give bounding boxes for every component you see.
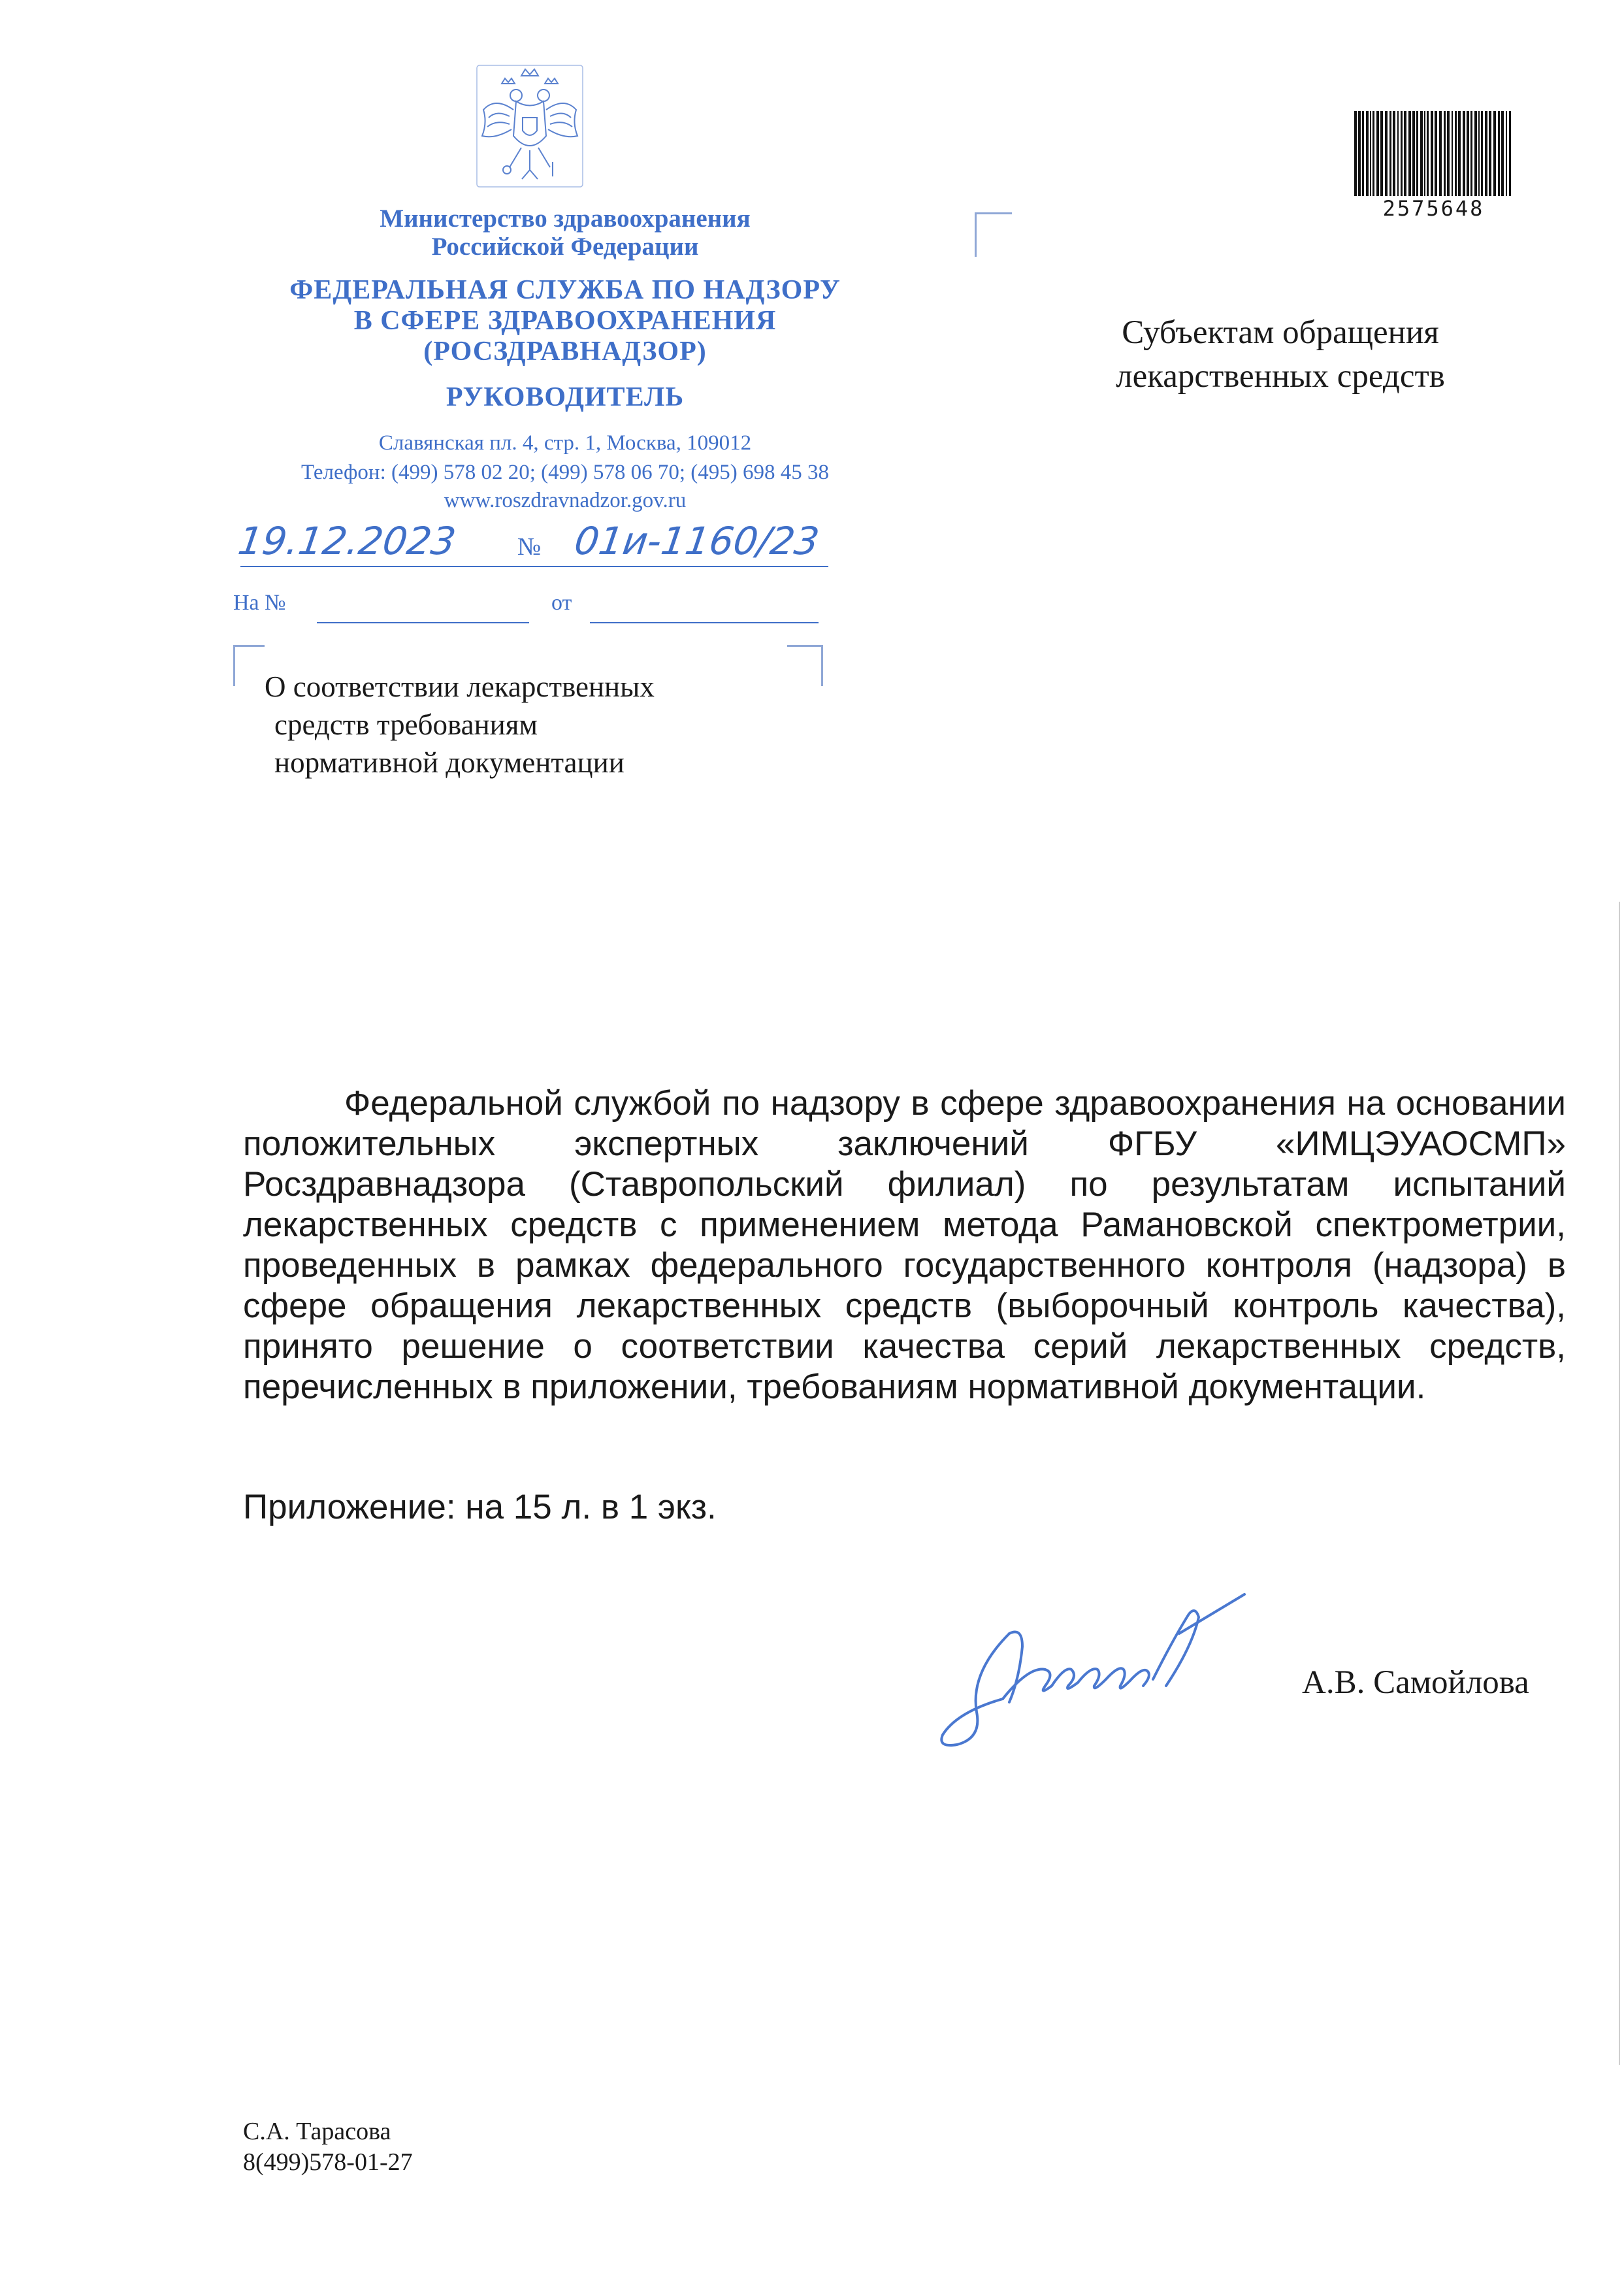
registration-date: 19.12.2023 [235,519,459,563]
barcode-bar [1385,111,1388,196]
barcode-bar [1435,111,1437,196]
attachment-note: Приложение: на 15 л. в 1 экз. [243,1488,717,1526]
executor-phone: 8(499)578-01-27 [243,2148,413,2176]
barcode-bar [1501,111,1504,196]
head-title: РУКОВОДИТЕЛЬ [446,382,685,412]
registration-number-label: № [517,533,542,561]
barcode-bar [1420,111,1423,196]
barcode-number: 2575648 [1382,196,1485,221]
barcode-bar [1506,111,1507,196]
barcode-bar [1412,111,1415,196]
barcode-bar [1447,111,1450,196]
barcode-bar [1404,111,1406,196]
barcode-bar [1467,111,1469,196]
addressee-corner-mark [975,212,1012,257]
barcode-bar [1444,111,1446,196]
barcode-bar [1474,111,1477,196]
barcode-bar [1408,111,1411,196]
barcode-bar [1498,111,1500,196]
barcode-bar [1470,111,1472,196]
recipient-line2: лекарственных средств [1116,358,1445,395]
barcode-bar [1424,111,1425,196]
registration-underline [240,566,828,567]
ministry-name-line1: Министерство здравоохранения [380,205,751,233]
barcode-bar [1376,111,1379,196]
barcode-bar [1372,111,1374,196]
barcode-bar [1366,111,1369,196]
barcode-bar [1509,111,1511,196]
barcode-bar [1416,111,1418,196]
executor-name: С.А. Тарасова [243,2118,391,2145]
signer-name: А.В. Самойлова [1302,1664,1529,1701]
barcode-bar [1427,111,1429,196]
reference-number-label: На № [233,591,286,615]
scan-edge-shadow [1619,902,1620,2065]
registration-number: 01и-1160/23 [572,519,822,563]
barcode-bar [1452,111,1453,196]
barcode-bar [1358,111,1361,196]
barcode-bar [1489,111,1491,196]
service-name-line2: В СФЕРЕ ЗДРАВООХРАНЕНИЯ [353,306,777,336]
subject-line2: средств требованиям [274,708,538,741]
barcode-bar [1362,111,1364,196]
body-paragraph: Федеральной службой по надзору в сфере здравоохранения на основании положительных экспертных заключений ФГБУ «ИМЦЭУАОСМП» Росздравнадзора (Ставропольский филиал) по результатам испытаний лекарственных средств с применением метода Рамановской спектрометрии, проведенных в рамках федерального государственного контроля (надзора) в сфере обращения лекарственных средств (выборочный контроль качества), принято решение о соответствии качества серий лекарственных средств, перечисленных в приложении, требованиям нормативной документации. [243,1084,1566,1406]
barcode-bar [1401,111,1403,196]
barcode-bar [1478,111,1480,196]
barcode-bar [1431,111,1433,196]
handwritten-signature [931,1588,1271,1758]
barcode-bar [1370,111,1371,196]
barcode-bar [1463,111,1465,196]
subject-line3: нормативной документации [274,746,625,779]
coat-of-arms-emblem [476,64,584,188]
service-name-line1: ФЕДЕРАЛЬНАЯ СЛУЖБА ПО НАДЗОРУ [289,275,841,305]
reference-date-label: от [551,591,572,615]
subject-corner-right [787,645,823,686]
barcode-bar [1393,111,1395,196]
barcode-bar [1493,111,1496,196]
phones: Телефон: (499) 578 02 20; (499) 578 06 70; (495) 698 45 38 [300,461,830,484]
barcode-bar [1354,111,1357,196]
barcode-bar [1458,111,1461,196]
barcode-bar [1485,111,1487,196]
ministry-name-line2: Российской Федерации [431,233,699,261]
recipient-line1: Субъектам обращения [1122,314,1439,351]
reference-number-blank [317,622,529,623]
barcode [1354,111,1513,196]
subject-corner-left [233,645,265,686]
barcode-bar [1455,111,1457,196]
barcode-bar [1380,111,1383,196]
subject-line1: О соответствии лекарственных [265,670,655,703]
address: Славянская пл. 4, стр. 1, Москва, 109012 [378,431,752,455]
barcode-bar [1481,111,1483,196]
letter-body [243,1083,1566,1407]
reference-date-blank [590,622,819,623]
barcode-bar [1397,111,1399,196]
barcode-bar [1439,111,1442,196]
website: www.roszdravnadzor.gov.ru [444,489,687,512]
service-name-line3: (РОСЗДРАВНАДЗОР) [423,337,707,367]
barcode-bar [1389,111,1391,196]
